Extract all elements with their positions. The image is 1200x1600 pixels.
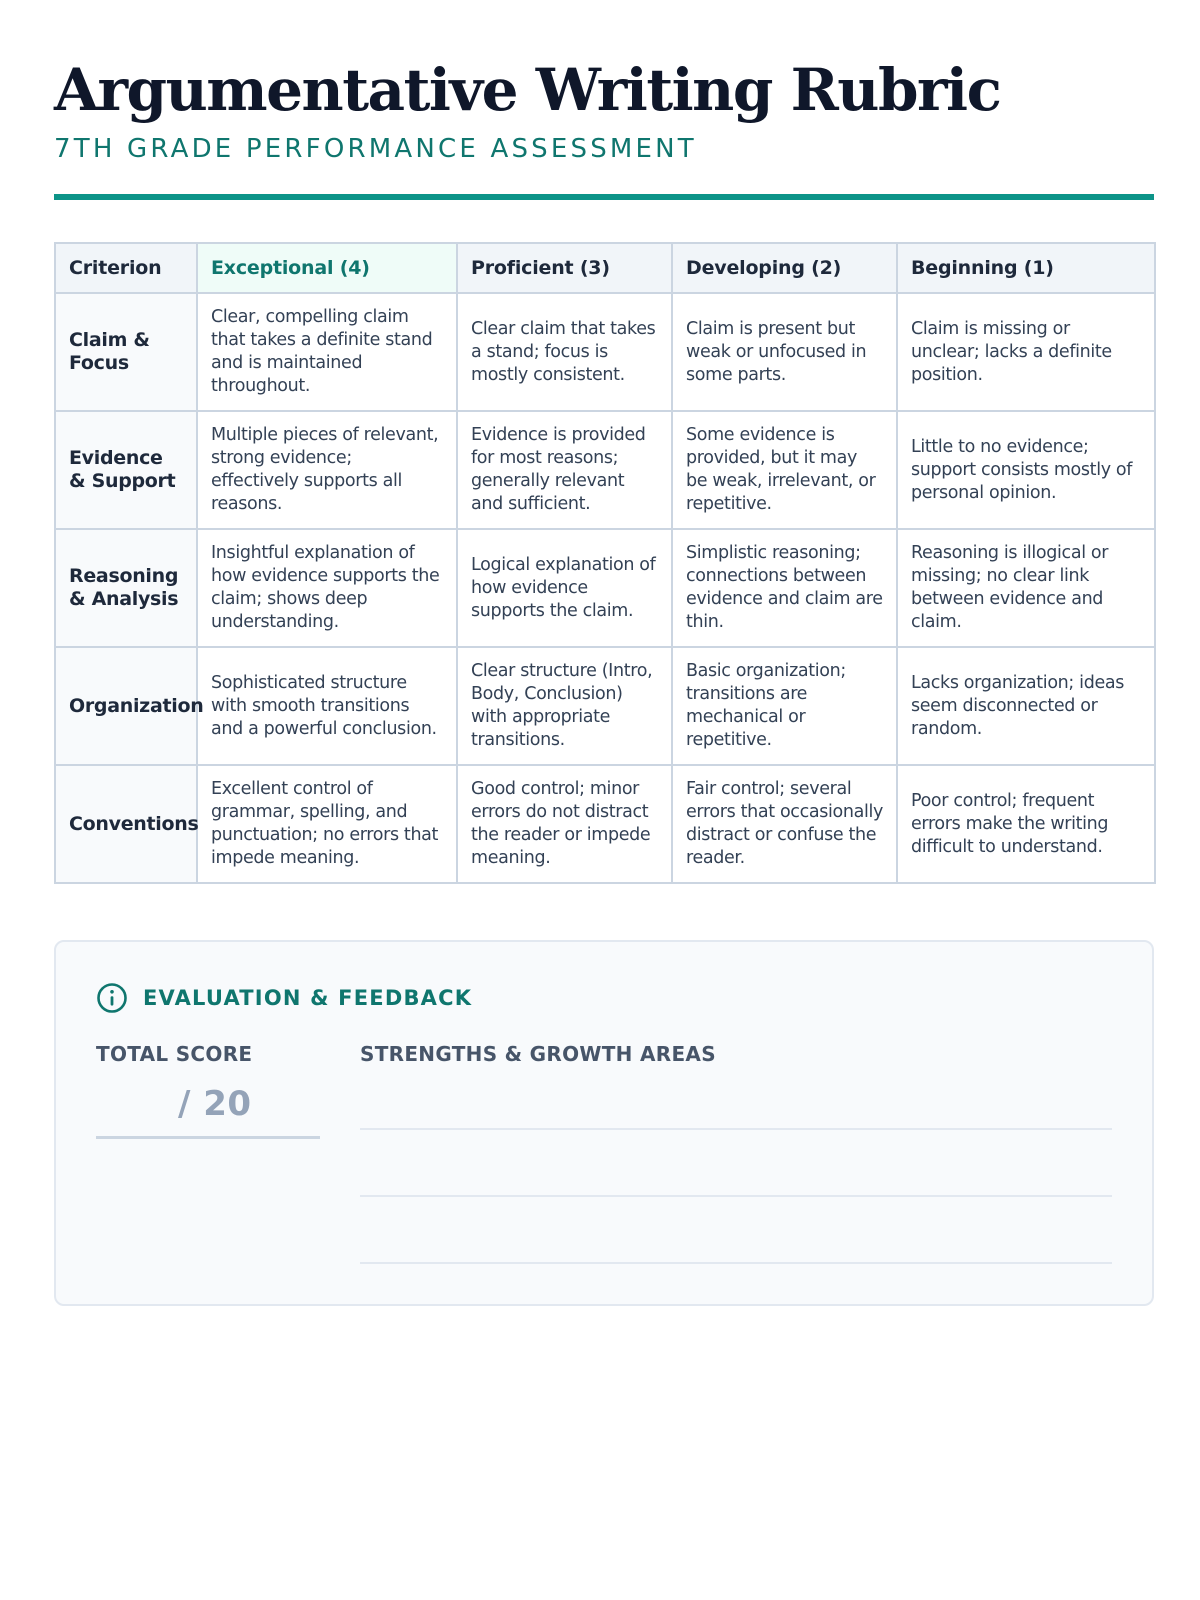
strengths-writing-line[interactable] bbox=[360, 1262, 1112, 1264]
column-header-criterion: Criterion bbox=[55, 243, 197, 293]
page-title: Argumentative Writing Rubric bbox=[54, 56, 1001, 124]
criterion-cell: Organization bbox=[55, 647, 197, 765]
table-cell: Claim is present but weak or unfocused in some parts. bbox=[672, 293, 897, 411]
strengths-writing-line[interactable] bbox=[360, 1195, 1112, 1197]
table-cell: Poor control; frequent errors make the writing difficult to understand. bbox=[897, 765, 1155, 883]
criterion-cell: Claim & Focus bbox=[55, 293, 197, 411]
table-cell: Good control; minor errors do not distract the reader or impede meaning. bbox=[457, 765, 672, 883]
score-max: / 20 bbox=[178, 1084, 252, 1124]
table-cell: Insightful explanation of how evidence supports the claim; shows deep understanding. bbox=[197, 529, 457, 647]
criterion-cell: Reasoning & Analysis bbox=[55, 529, 197, 647]
strengths-writing-line[interactable] bbox=[360, 1128, 1112, 1130]
table-cell: Multiple pieces of relevant, strong evidence; effectively supports all reasons. bbox=[197, 411, 457, 529]
title-divider bbox=[54, 194, 1154, 200]
column-header-exceptional: Exceptional (4) bbox=[197, 243, 457, 293]
feedback-panel bbox=[54, 940, 1154, 1306]
table-cell: Claim is missing or unclear; lacks a definite position. bbox=[897, 293, 1155, 411]
table-cell: Simplistic reasoning; connections between evidence and claim are thin. bbox=[672, 529, 897, 647]
table-row bbox=[55, 293, 1155, 411]
table-cell: Evidence is provided for most reasons; generally relevant and sufficient. bbox=[457, 411, 672, 529]
table-cell: Reasoning is illogical or missing; no clear link between evidence and claim. bbox=[897, 529, 1155, 647]
table-cell: Excellent control of grammar, spelling, and punctuation; no errors that impede meaning. bbox=[197, 765, 457, 883]
feedback-title: EVALUATION & FEEDBACK bbox=[143, 986, 473, 1010]
table-cell: Some evidence is provided, but it may be weak, irrelevant, or repetitive. bbox=[672, 411, 897, 529]
table-cell: Clear structure (Intro, Body, Conclusion) with appropriate transitions. bbox=[457, 647, 672, 765]
table-cell: Clear, compelling claim that takes a definite stand and is maintained throughout. bbox=[197, 293, 457, 411]
table-cell: Little to no evidence; support consists mostly of personal opinion. bbox=[897, 411, 1155, 529]
feedback-header bbox=[96, 982, 472, 1014]
table-cell: Basic organization; transitions are mechanical or repetitive. bbox=[672, 647, 897, 765]
column-header-beginning: Beginning (1) bbox=[897, 243, 1155, 293]
criterion-cell: Evidence & Support bbox=[55, 411, 197, 529]
table-cell: Lacks organization; ideas seem disconnected or random. bbox=[897, 647, 1155, 765]
column-header-developing: Developing (2) bbox=[672, 243, 897, 293]
criterion-cell: Conventions bbox=[55, 765, 197, 883]
table-row bbox=[55, 411, 1155, 529]
table-cell: Logical explanation of how evidence supports the claim. bbox=[457, 529, 672, 647]
page-subtitle: 7TH GRADE PERFORMANCE ASSESSMENT bbox=[54, 134, 697, 164]
strengths-label: STRENGTHS & GROWTH AREAS bbox=[360, 1042, 716, 1066]
total-score-label: TOTAL SCORE bbox=[96, 1042, 253, 1066]
table-cell: Fair control; several errors that occasionally distract or confuse the reader. bbox=[672, 765, 897, 883]
table-cell: Sophisticated structure with smooth transitions and a powerful conclusion. bbox=[197, 647, 457, 765]
info-icon bbox=[96, 982, 128, 1014]
column-header-proficient: Proficient (3) bbox=[457, 243, 672, 293]
total-score-field[interactable] bbox=[96, 1082, 320, 1139]
table-row bbox=[55, 765, 1155, 883]
table-row bbox=[55, 529, 1155, 647]
table-header-row bbox=[55, 243, 1155, 293]
table-row bbox=[55, 647, 1155, 765]
rubric-table bbox=[54, 242, 1156, 884]
table-cell: Clear claim that takes a stand; focus is mostly consistent. bbox=[457, 293, 672, 411]
